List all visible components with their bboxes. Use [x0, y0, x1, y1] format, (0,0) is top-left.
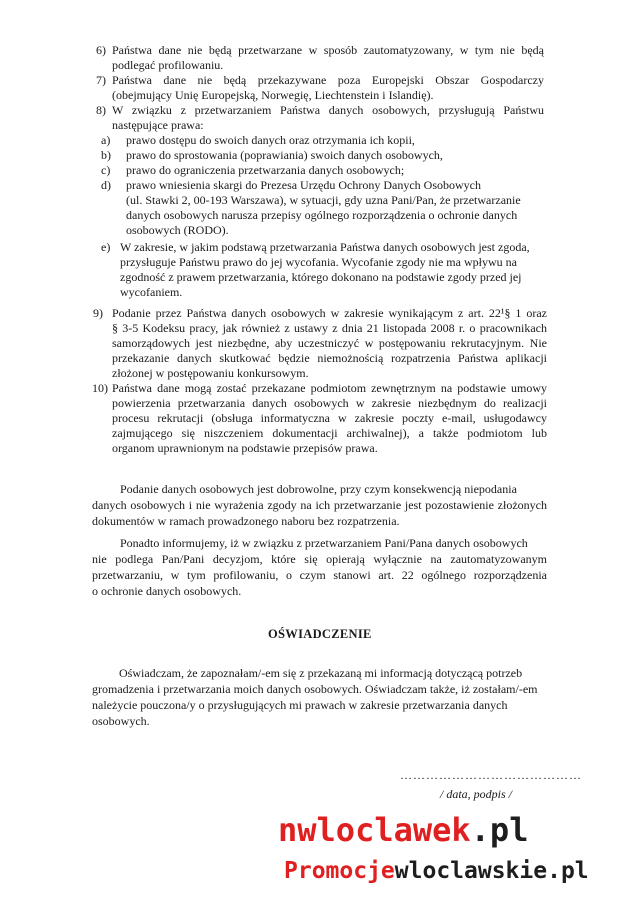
- subitem-e-text: W zakresie, w jakim podstawą przetwarzania Państwa danych osobowych jest zgoda,: [120, 240, 530, 254]
- statement-text: osobowych.: [92, 714, 150, 728]
- item-7-number: 7): [96, 73, 106, 87]
- consent-paragraph: Podanie danych osobowych jest dobrowolne, przy czym konsekwencją niepodania: [120, 482, 517, 496]
- statement-heading: OŚWIADCZENIE: [268, 627, 372, 641]
- item-8-text: W związku z przetwarzaniem Państwa danych osobowych, przysługują Państwu: [112, 103, 544, 117]
- item-8-number: 8): [96, 103, 106, 117]
- signature-line: ……………………………………: [400, 768, 582, 782]
- subitem-c-text: prawo do ograniczenia przetwarzania danych osobowych;: [126, 163, 405, 177]
- subitem-d-letter: d): [101, 178, 111, 192]
- subitem-b-text: prawo do sprostowania (poprawiania) swoich danych osobowych,: [126, 148, 443, 162]
- consent-paragraph: dokumentów w ramach prowadzonego naboru bez rozpatrzenia.: [92, 514, 400, 528]
- watermark-promocje-red: Promocje: [284, 858, 395, 884]
- item-9-text: złożonej w postępowaniu konkursowym.: [112, 366, 309, 380]
- subitem-d-text: prawo wniesienia skargi do Prezesa Urzędu Ochrony Danych Osobowych: [126, 178, 482, 192]
- watermark-nwloclawek: [278, 813, 528, 847]
- item-10-text: powierzenia przetwarzania danych osobowych w zakresie niezbędnym do realizacji: [112, 396, 547, 410]
- subitem-e-text: zgodność z prawem przetwarzania, którego dokonano na podstawie zgody przed jej: [120, 270, 522, 284]
- subitem-e-text: wycofaniem.: [120, 285, 183, 299]
- item-6-text: Państwa dane nie będą przetwarzane w sposób zautomatyzowany, w tym nie będą: [112, 43, 544, 57]
- item-10-text: zajmującego się niszczeniem dokumentacji archiwalnej), a także podmiotom lub: [112, 426, 547, 440]
- subitem-a-text: prawo dostępu do swoich danych oraz otrzymania ich kopii,: [126, 133, 415, 147]
- subitem-d-text: danych osobowych narusza przepisy ogólnego rozporządzenia o ochronie danych: [126, 208, 518, 222]
- item-7-text: (obejmujący Unię Europejską, Norwegię, Liechtenstein i Islandię).: [112, 88, 434, 102]
- item-9-text: § 3-5 Kodeksu pracy, jak również z ustawy z dnia 21 listopada 2008 r. o pracownikach: [112, 321, 547, 335]
- item-7-text: Państwa dane nie będą przekazywane poza Europejski Obszar Gospodarczy: [112, 73, 544, 87]
- item-6-text: podlegać profilowaniu.: [112, 58, 224, 72]
- automated-decision-paragraph: przetwarzaniu, w tym profilowaniu, o czym stanowi art. 22 ogólnego rozporządzenia: [92, 568, 547, 582]
- subitem-b-letter: b): [101, 148, 111, 162]
- watermark-nwloclawek-domain: .pl: [470, 811, 529, 849]
- item-10-text: organom uprawnionym na podstawie przepisów prawa.: [112, 441, 378, 455]
- item-9-number: 9): [93, 306, 103, 320]
- subitem-a-letter: a): [101, 133, 111, 147]
- item-9-text: samorządowych jest niezbędne, aby uczestniczyć w postępowaniu rekrutacyjnym. Nie: [112, 336, 547, 350]
- item-10-text: Państwa dane mogą zostać przekazane podmiotom zewnętrznym na podstawie umowy: [112, 381, 547, 395]
- signature-label: / data, podpis /: [440, 787, 513, 801]
- statement-text: Oświadczam, że zapoznałam/-em się z przekazaną mi informacją dotyczącą potrzeb: [119, 666, 523, 680]
- watermark-promocje-domain: wloclawskie.pl: [394, 858, 589, 884]
- item-6-number: 6): [96, 43, 106, 57]
- watermark-nwloclawek-red: nwloclawek: [278, 811, 471, 849]
- item-8-text: następujące prawa:: [112, 118, 204, 132]
- automated-decision-paragraph: o ochronie danych osobowych.: [92, 584, 242, 598]
- subitem-d-text: osobowych (RODO).: [126, 223, 229, 237]
- item-9-text: przekazanie danych skutkować będzie niemożnością rozpatrzenia Państwa aplikacji: [112, 351, 547, 365]
- automated-decision-paragraph: Ponadto informujemy, iż w związku z przetwarzaniem Pani/Pana danych osobowych: [120, 536, 528, 550]
- subitem-d-text: (ul. Stawki 2, 00-193 Warszawa), w sytuacji, gdy uzna Pani/Pan, że przetwarzanie: [126, 193, 521, 207]
- statement-text: gromadzenia i przetwarzania moich danych osobowych. Oświadczam także, iż zostałam/-em: [92, 682, 538, 696]
- statement-text: należycie pouczona/y o przysługujących mi prawach w zakresie przetwarzania danych: [92, 698, 508, 712]
- item-10-text: procesu rekrutacji (obsługa informatyczna w zakresie poczty e-mail, usługodawcy: [112, 411, 547, 425]
- consent-paragraph: danych osobowych i nie wyrażenia zgody na ich przetwarzanie jest pozostawienie złożonych: [92, 498, 547, 512]
- watermark-promocje: [284, 858, 589, 884]
- automated-decision-paragraph: nie podlega Pan/Pani decyzjom, które się opierają wyłącznie na zautomatyzowanym: [92, 552, 547, 566]
- item-10-number: 10): [92, 381, 108, 395]
- subitem-c-letter: c): [101, 163, 111, 177]
- item-9-text: Podanie przez Państwa danych osobowych w zakresie wynikającym z art. 22¹§ 1 oraz: [112, 306, 547, 320]
- subitem-e-text: przysługuje Państwu prawo do jej wycofania. Wycofanie zgody nie ma wpływu na: [120, 255, 517, 269]
- subitem-e-letter: e): [101, 240, 111, 254]
